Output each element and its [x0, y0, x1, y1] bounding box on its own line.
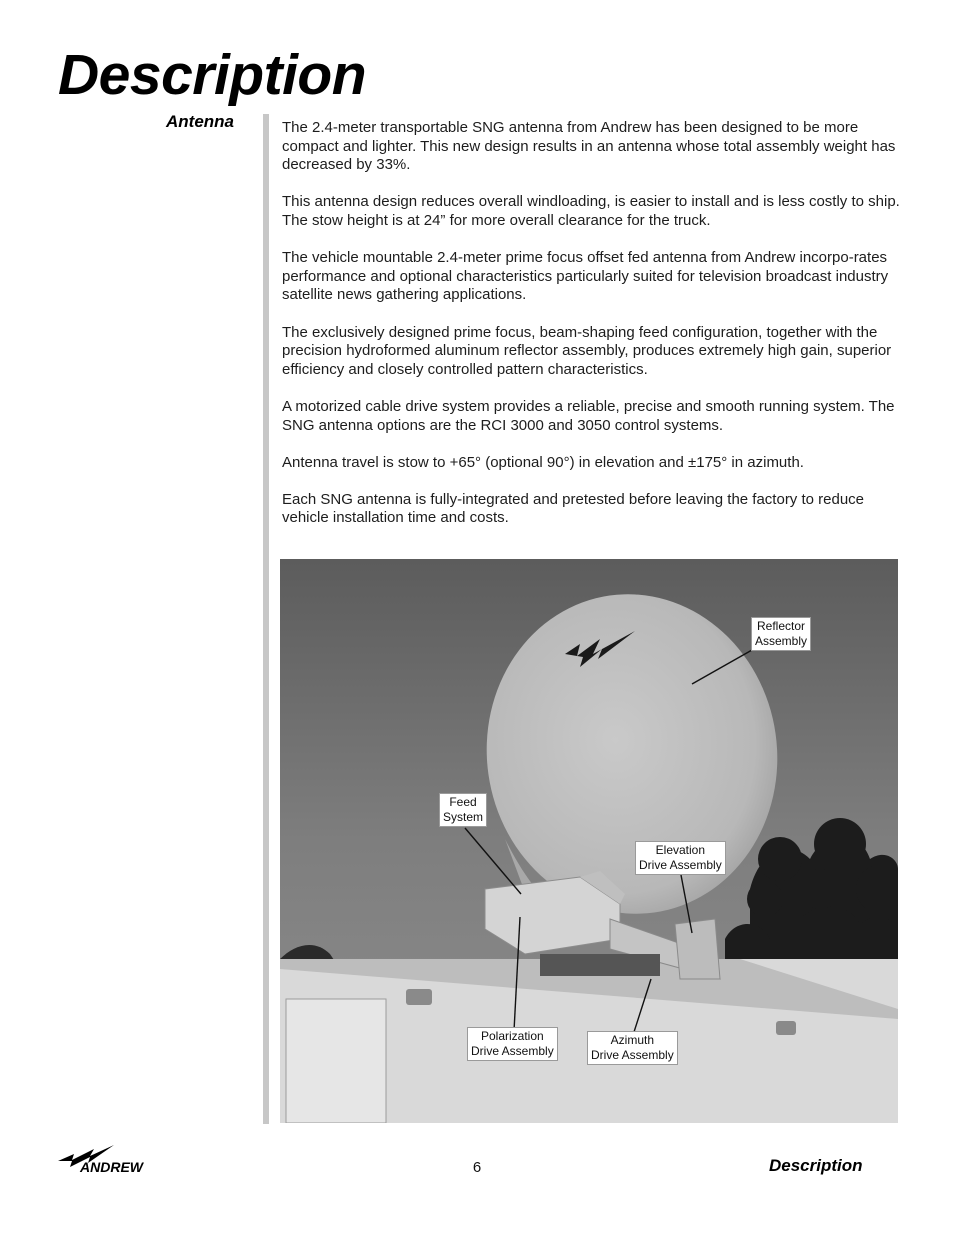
- callout-line: Elevation: [655, 843, 706, 857]
- callout-line: System: [443, 810, 484, 824]
- paragraph: The exclusively designed prime focus, beam-shaping feed configuration, together with the precision hydroformed aluminum reflector assembly, produces extremely high gain, superior efficiency and closely controlled pattern characteristics.: [282, 323, 892, 378]
- section-label: Antenna: [166, 112, 234, 131]
- callout-line: Reflector: [756, 619, 806, 633]
- footer-section-label: Description: [769, 1156, 863, 1175]
- callout-line: Assembly: [755, 634, 808, 648]
- paragraph: The 2.4-meter transportable SNG antenna from Andrew has been designed to be more compact and lighter. This new design results in an antenna whose total assembly weight has decreased by 33%.: [282, 119, 896, 174]
- paragraph: Each SNG antenna is fully-integrated and pretested before leaving the factory to reduce vehicle installation time and costs.: [282, 490, 865, 527]
- side-rule: [263, 114, 269, 1124]
- callout-feed-system: [439, 793, 487, 827]
- callout-polarization-drive-assembly: [467, 1027, 558, 1061]
- body-text: [282, 119, 904, 547]
- callout-line: Polarization: [480, 1029, 544, 1043]
- page-title: Description: [58, 43, 367, 107]
- callout-line: Azimuth: [610, 1033, 655, 1047]
- andrew-logo: [56, 1141, 176, 1175]
- logo-text: ANDREW: [80, 1159, 143, 1175]
- paragraph: Antenna travel is stow to +65° (optional 90°) in elevation and ±175° in azimuth.: [282, 453, 804, 471]
- page-number: 6: [472, 1159, 482, 1176]
- callout-elevation-drive-assembly: [635, 841, 726, 875]
- paragraph: A motorized cable drive system provides a reliable, precise and smooth running system. The SNG antenna options are the RCI 3000 and 3050 control systems.: [282, 397, 895, 434]
- callout-line: Feed: [449, 795, 477, 809]
- callout-azimuth-drive-assembly: [587, 1031, 678, 1065]
- callout-line: Drive Assembly: [471, 1044, 554, 1058]
- paragraph: This antenna design reduces overall windloading, is easier to install and is less costly to ship. The stow height is at 24” for more overall clearance for the truck.: [282, 193, 900, 229]
- paragraph: The vehicle mountable 2.4-meter prime focus offset fed antenna from Andrew incorpo-rates performance and optional characteristics particularly suited for television broadcast industry satellite news gathering applications.: [282, 249, 889, 304]
- callout-line: Drive Assembly: [639, 858, 722, 872]
- antenna-photo: [280, 559, 898, 1123]
- callout-line: Drive Assembly: [591, 1048, 674, 1062]
- callout-reflector-assembly: [751, 617, 811, 651]
